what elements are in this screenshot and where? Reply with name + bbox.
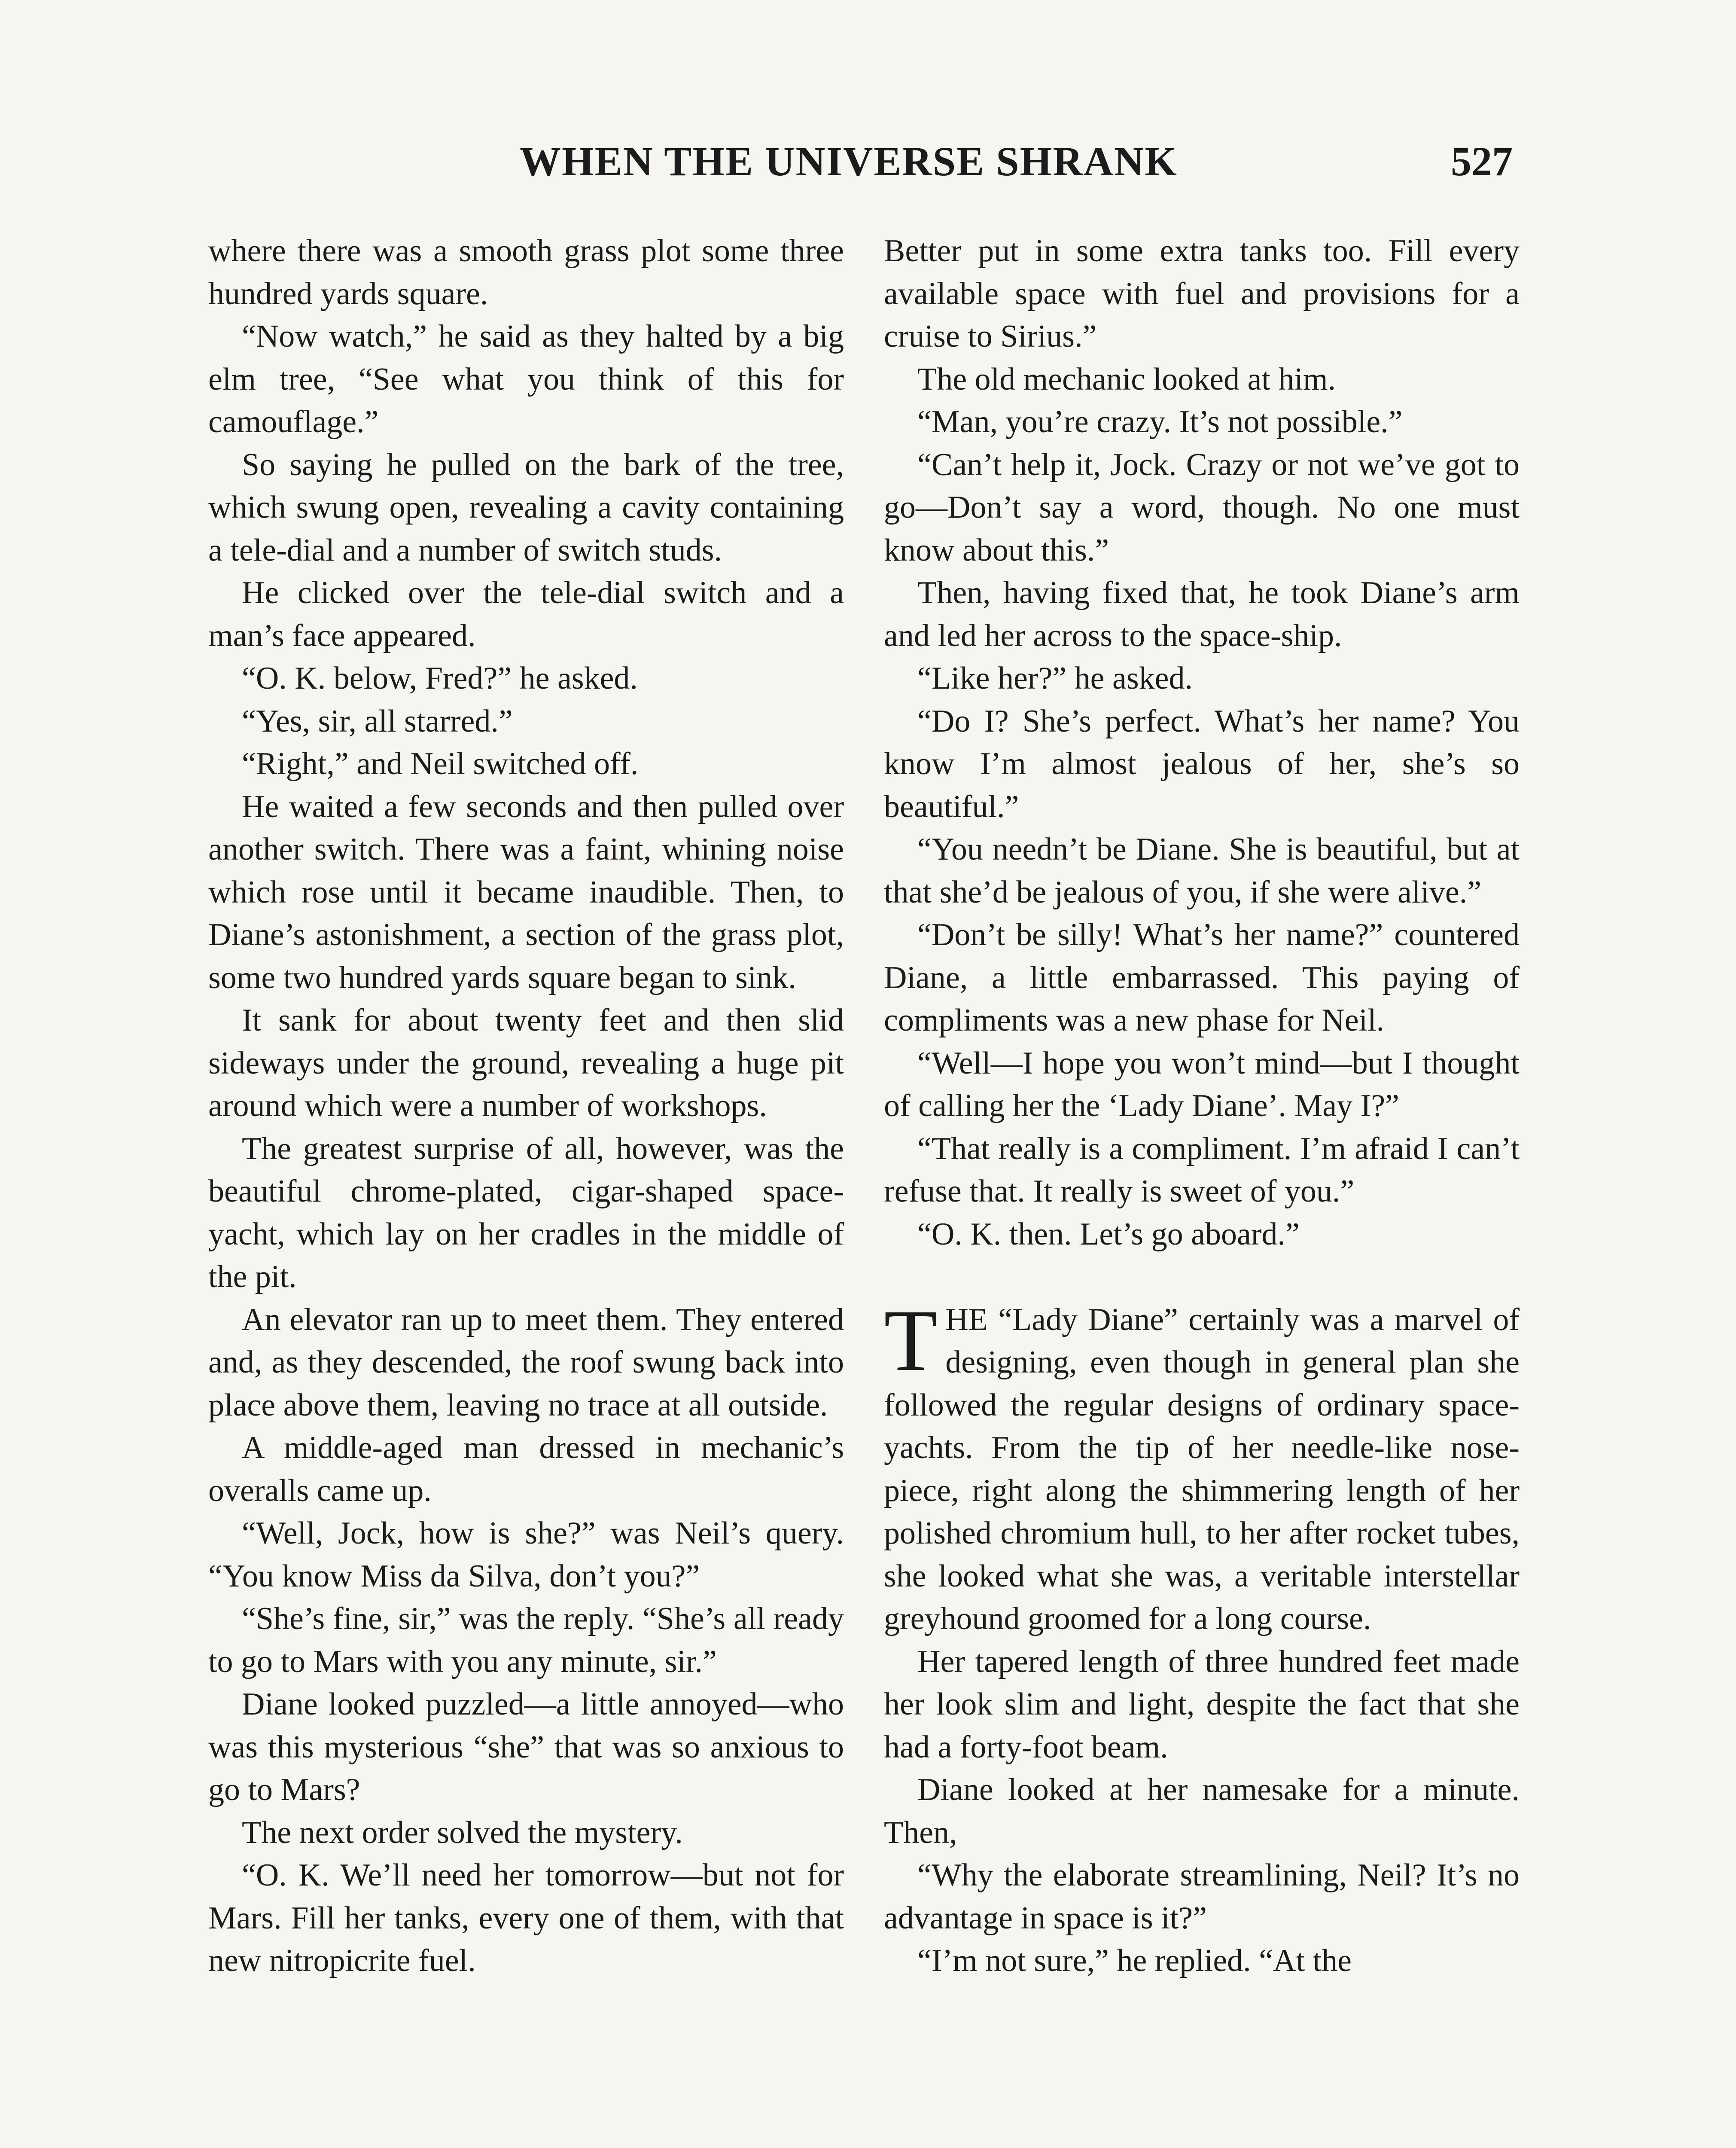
paragraph: Diane looked puzzled—a little annoyed—who was this mysterious “she” that was so anxious to go to Mars? — [208, 1687, 844, 1807]
paragraph: “Don’t be silly! What’s her name?” countered Diane, a little embarrassed. This paying of compliments was a new phase for Neil. — [884, 917, 1520, 1038]
paragraph: The old mechanic looked at him. — [917, 361, 1336, 397]
right-column — [884, 230, 1520, 1983]
paragraph: “Like her?” he asked. — [917, 661, 1193, 696]
page-number: 527 — [1451, 138, 1513, 184]
paragraph: “Why the elaborate streamlining, Neil? It’s no advantage in space is it?” — [884, 1858, 1520, 1936]
section-opening-text: HE “Lady Diane” certainly was a marvel of designing, even though in general plan she followed the regular designs of ordinary space-yachts. From the tip of her needle-like nose-piece, right along the shimmering length of her polished chromium hull, to her after rocket tubes, she looked what she was, a veritable interstellar greyhound groomed for a long course. — [884, 1302, 1520, 1636]
paragraph: “Yes, sir, all starred.” — [242, 703, 513, 739]
page-header — [202, 137, 1513, 198]
paragraph: Then, having fixed that, he took Diane’s arm and led her across to the space-ship. — [884, 575, 1520, 653]
drop-cap: T — [884, 1291, 938, 1389]
paragraph: “Man, you’re crazy. It’s not possible.” — [917, 404, 1403, 439]
paragraph: An elevator ran up to meet them. They entered and, as they descended, the roof swung back into place above them, leaving no trace at all outside. — [208, 1302, 844, 1423]
paragraph: “Well, Jock, how is she?” was Neil’s query. “You know Miss da Silva, don’t you?” — [208, 1516, 844, 1594]
paragraph: “I’m not sure,” he replied. “At the — [917, 1943, 1352, 1978]
paragraph: “O. K. then. Let’s go aboard.” — [917, 1216, 1300, 1252]
paragraph: “That really is a compliment. I’m afraid I can’t refuse that. It really is sweet of you.” — [884, 1131, 1520, 1209]
paragraph: “O. K. below, Fred?” he asked. — [242, 661, 638, 696]
paragraph: “O. K. We’ll need her tomorrow—but not for Mars. Fill her tanks, every one of them, with that new nitropicrite fuel. — [208, 1858, 844, 1978]
paragraph: “Now watch,” he said as they halted by a big elm tree, “See what you think of this for camouflage.” — [208, 319, 844, 439]
paragraph: where there was a smooth grass plot some three hundred yards square. — [208, 233, 844, 311]
paragraph: A middle-aged man dressed in mechanic’s overalls came up. — [208, 1430, 844, 1508]
paragraph: The greatest surprise of all, however, was the beautiful chrome-plated, cigar-shaped space-yacht, which lay on her cradles in the middle of the pit. — [208, 1131, 844, 1294]
paragraph: So saying he pulled on the bark of the tree, which swung open, revealing a cavity containing a tele-dial and a number of switch studs. — [208, 447, 844, 568]
paragraph: Better put in some extra tanks too. Fill every available space with fuel and provisions for a cruise to Sirius.” — [884, 233, 1520, 354]
paragraph: He waited a few seconds and then pulled over another switch. There was a faint, whining noise which rose until it became inaudible. Then, to Diane’s astonishment, a section of the grass plot, some two hundred yards square began to sink. — [208, 789, 844, 995]
paragraph: “Well—I hope you won’t mind—but I thought of calling her the ‘Lady Diane’. May I?” — [884, 1045, 1520, 1123]
paragraph: Diane looked at her namesake for a minute. Then, — [884, 1772, 1520, 1850]
paragraph: Her tapered length of three hundred feet made her look slim and light, despite the fact that she had a forty-foot beam. — [884, 1644, 1520, 1765]
paragraph: “Do I? She’s perfect. What’s her name? You know I’m almost jealous of her, she’s so beautiful.” — [884, 703, 1520, 824]
paragraph: “She’s fine, sir,” was the reply. “She’s all ready to go to Mars with you any minute, sir.” — [208, 1601, 844, 1679]
paragraph: The next order solved the mystery. — [242, 1815, 683, 1850]
paragraph: “You needn’t be Diane. She is beautiful, but at that she’d be jealous of you, if she were alive.” — [884, 832, 1520, 910]
paragraph: “Right,” and Neil switched off. — [242, 746, 639, 781]
section-opening-paragraph — [884, 1291, 1520, 1641]
running-title: WHEN THE UNIVERSE SHRANK — [520, 138, 1178, 184]
left-column — [208, 230, 844, 1983]
paragraph: It sank for about twenty feet and then slid sideways under the ground, revealing a huge pit around which were a number of workshops. — [208, 1003, 844, 1123]
paragraph: He clicked over the tele-dial switch and a man’s face appeared. — [208, 575, 844, 653]
paragraph: “Can’t help it, Jock. Crazy or not we’ve got to go—Don’t say a word, though. No one must know about this.” — [884, 447, 1520, 568]
